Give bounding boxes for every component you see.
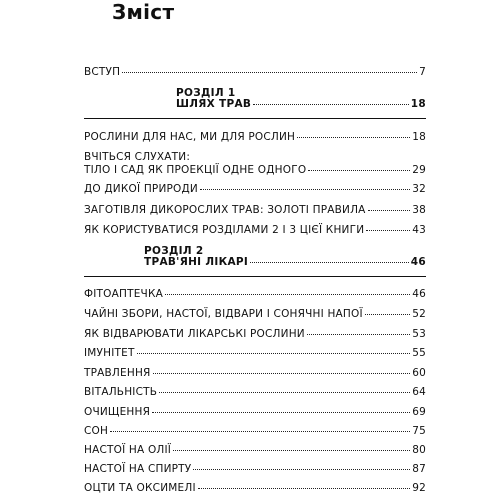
- toc-entry[interactable]: [84, 347, 426, 359]
- dot-leader: [110, 431, 410, 432]
- section-heading-2[interactable]: [144, 246, 426, 268]
- toc-page-number: 18: [410, 98, 426, 110]
- dot-leader: [250, 262, 409, 263]
- section-number: РОЗДІЛ 1: [176, 87, 236, 99]
- toc-page-number: 92: [412, 482, 426, 494]
- toc-entry-label: ДО ДИКОЇ ПРИРОДИ: [84, 183, 198, 195]
- dot-leader: [153, 373, 411, 374]
- toc-entry-label: ВСТУП: [84, 66, 121, 78]
- dot-leader: [297, 137, 410, 138]
- dot-leader: [366, 230, 410, 231]
- toc-entry-label: ОЦТИ ТА ОКСИМЕЛІ: [84, 482, 196, 494]
- toc-entry[interactable]: [84, 328, 426, 340]
- dot-leader: [173, 450, 410, 451]
- toc-entry[interactable]: [84, 444, 426, 456]
- dot-leader: [122, 72, 417, 73]
- toc-entry-label: РОСЛИНИ ДЛЯ НАС, МИ ДЛЯ РОСЛИН: [84, 131, 296, 143]
- toc-page-number: 87: [412, 463, 426, 475]
- toc-entry[interactable]: [84, 288, 426, 300]
- dot-leader: [193, 469, 410, 470]
- toc-entry[interactable]: [84, 164, 426, 176]
- toc-entry-label: СОН: [84, 425, 109, 437]
- section-title: ТРАВ'ЯНІ ЛІКАРІ: [144, 256, 249, 268]
- section-divider: [84, 276, 426, 277]
- toc-entry[interactable]: [84, 386, 426, 398]
- toc-entry-label: ЯК ВІДВАРЮВАТИ ЛІКАРСЬКІ РОСЛИНИ: [84, 328, 305, 340]
- toc-page-number: 75: [412, 425, 426, 437]
- toc-entry[interactable]: [84, 463, 426, 475]
- toc-entry[interactable]: [84, 183, 426, 195]
- dot-leader: [200, 189, 410, 190]
- dot-leader: [152, 412, 410, 413]
- dot-leader: [307, 334, 410, 335]
- toc-entry[interactable]: [84, 308, 426, 320]
- toc-entry[interactable]: [84, 425, 426, 437]
- dot-leader: [308, 170, 410, 171]
- toc-page-number: 69: [412, 406, 426, 418]
- dot-leader: [165, 294, 410, 295]
- toc-page-number: 7: [419, 66, 426, 78]
- toc-entry-label: ЯК КОРИСТУВАТИСЯ РОЗДІЛАМИ 2 І 3 ЦІЄЇ КНИГИ: [84, 224, 365, 236]
- toc-page-number: 80: [412, 444, 426, 456]
- toc-entry-label: ТІЛО І САД ЯК ПРОЕКЦІЇ ОДНЕ ОДНОГО: [84, 164, 307, 176]
- section-title: ШЛЯХ ТРАВ: [176, 98, 252, 110]
- toc-entry-intro[interactable]: [84, 66, 426, 78]
- toc-entry-label: ЗАГОТІВЛЯ ДИКОРОСЛИХ ТРАВ: ЗОЛОТІ ПРАВИЛА: [84, 204, 366, 216]
- dot-leader: [137, 353, 411, 354]
- toc-entry-label: ОЧИЩЕННЯ: [84, 406, 151, 418]
- toc-entry-label: ВІТАЛЬНІСТЬ: [84, 386, 158, 398]
- toc-page-number: 32: [412, 183, 426, 195]
- toc-entry-label: ІМУНІТЕТ: [84, 347, 135, 359]
- toc-page-number: 52: [412, 308, 426, 320]
- dot-leader: [368, 210, 411, 211]
- toc-entry-label: ЧАЙНІ ЗБОРИ, НАСТОЇ, ВІДВАРИ І СОНЯЧНІ НАПОЇ: [84, 308, 363, 320]
- toc-entry[interactable]: [84, 131, 426, 143]
- toc-page-number: 43: [412, 224, 426, 236]
- toc-page-number: 53: [412, 328, 426, 340]
- toc-page-number: 64: [412, 386, 426, 398]
- dot-leader: [159, 392, 410, 393]
- toc-page-number: 46: [412, 288, 426, 300]
- toc-entry-label: ФІТОАПТЕЧКА: [84, 288, 163, 300]
- toc-page-number: 38: [412, 204, 426, 216]
- toc-entry[interactable]: [84, 406, 426, 418]
- section-number: РОЗДІЛ 2: [144, 245, 204, 257]
- dot-leader: [253, 104, 409, 105]
- section-divider: [84, 118, 426, 119]
- page-title: Зміст: [112, 0, 175, 24]
- toc-page-number: 60: [412, 367, 426, 379]
- toc-page-number: 18: [412, 131, 426, 143]
- dot-leader: [198, 488, 410, 489]
- toc-entry-line1: ВЧІТЬСЯ СЛУХАТИ:: [84, 151, 191, 163]
- toc-page-number: 29: [412, 164, 426, 176]
- toc-entry-label: НАСТОЇ НА ОЛІЇ: [84, 444, 172, 456]
- toc-entry[interactable]: [84, 367, 426, 379]
- section-heading-1[interactable]: [144, 88, 426, 110]
- toc-entry[interactable]: [84, 482, 426, 494]
- dot-leader: [365, 314, 410, 315]
- toc-entry[interactable]: [84, 204, 426, 216]
- toc-entry[interactable]: [84, 224, 426, 236]
- toc-page-number: 46: [410, 256, 426, 268]
- toc-page-number: 55: [412, 347, 426, 359]
- toc-entry-label: ТРАВЛЕННЯ: [84, 367, 151, 379]
- toc-entry-label: НАСТОЇ НА СПИРТУ: [84, 463, 192, 475]
